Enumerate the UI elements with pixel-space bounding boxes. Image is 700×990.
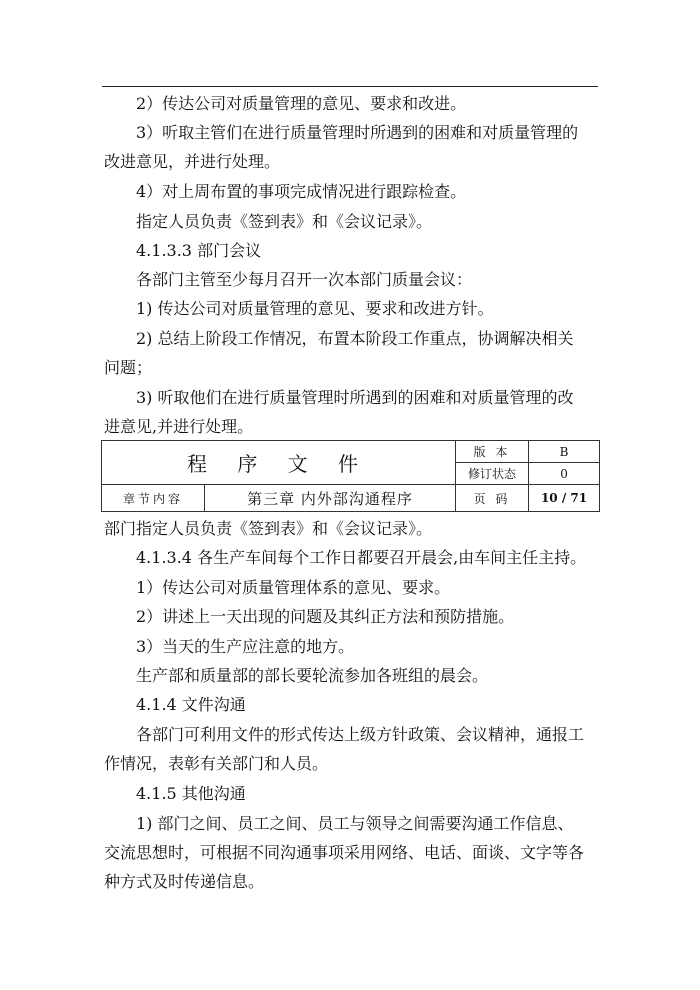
section-heading: 4.1.3.4 各生产车间每个工作日都要召开晨会,由车间主任主持。: [136, 548, 587, 567]
paragraph: 进意见,并进行处理。: [104, 417, 254, 436]
revision-value: 0: [529, 463, 600, 485]
paragraph: 作情况，表彰有关部门和人员。: [104, 754, 329, 773]
paragraph: 3) 听取他们在进行质量管理时所遇到的困难和对质量管理的改: [136, 388, 574, 407]
doc-title: 程 序 文 件: [102, 441, 456, 485]
section-heading: 4.1.3.3 部门会议: [136, 241, 262, 260]
chapter-title: 第三章 内外部沟通程序: [205, 485, 456, 512]
paragraph: 1）传达公司对质量管理体系的意见、要求。: [136, 578, 451, 597]
paragraph: 各部门主管至少每月召开一次本部门质量会议：: [136, 270, 473, 289]
section-heading: 4.1.4 文件沟通: [136, 695, 246, 714]
revision-label: 修订状态: [456, 463, 529, 485]
header-rule: [102, 86, 598, 87]
paragraph: 部门指定人员负责《签到表》和《会议记录》。: [104, 519, 433, 538]
version-value: B: [529, 441, 600, 463]
section-label: 章节内容: [102, 485, 205, 512]
paragraph: 生产部和质量部的部长要轮流参加各班组的晨会。: [136, 666, 489, 685]
page-number: 10 / 71: [529, 485, 600, 512]
paragraph: 2) 总结上阶段工作情况，布置本阶段工作重点，协调解决相关: [136, 329, 574, 348]
paragraph: 指定人员负责《签到表》和《会议记录》。: [136, 212, 433, 231]
paragraph: 3）听取主管们在进行质量管理时所遇到的困难和对质量管理的: [136, 123, 579, 142]
paragraph: 1) 传达公司对质量管理的意见、要求和改进方针。: [136, 299, 494, 318]
paragraph: 2）讲述上一天出现的问题及其纠正方法和预防措施。: [136, 607, 515, 626]
paragraph: 种方式及时传递信息。: [104, 872, 265, 891]
page-label: 页 码: [456, 485, 529, 512]
paragraph: 4）对上周布置的事项完成情况进行跟踪检查。: [136, 182, 467, 201]
section-heading: 4.1.5 其他沟通: [136, 784, 246, 803]
version-label: 版 本: [456, 441, 529, 463]
paragraph: 1) 部门之间、员工之间、员工与领导之间需要沟通工作信息、: [136, 814, 574, 833]
paragraph: 各部门可利用文件的形式传达上级方针政策、会议精神，通报工: [136, 725, 585, 744]
document-header-table: [101, 440, 600, 512]
paragraph: 2）传达公司对质量管理的意见、要求和改进。: [136, 94, 467, 113]
paragraph: 交流思想时，可根据不同沟通事项采用网络、电话、面谈、文字等各: [104, 843, 585, 862]
paragraph: 改进意见，并进行处理。: [104, 152, 281, 171]
paragraph: 3）当天的生产应注意的地方。: [136, 637, 355, 656]
paragraph: 问题；: [104, 358, 153, 377]
